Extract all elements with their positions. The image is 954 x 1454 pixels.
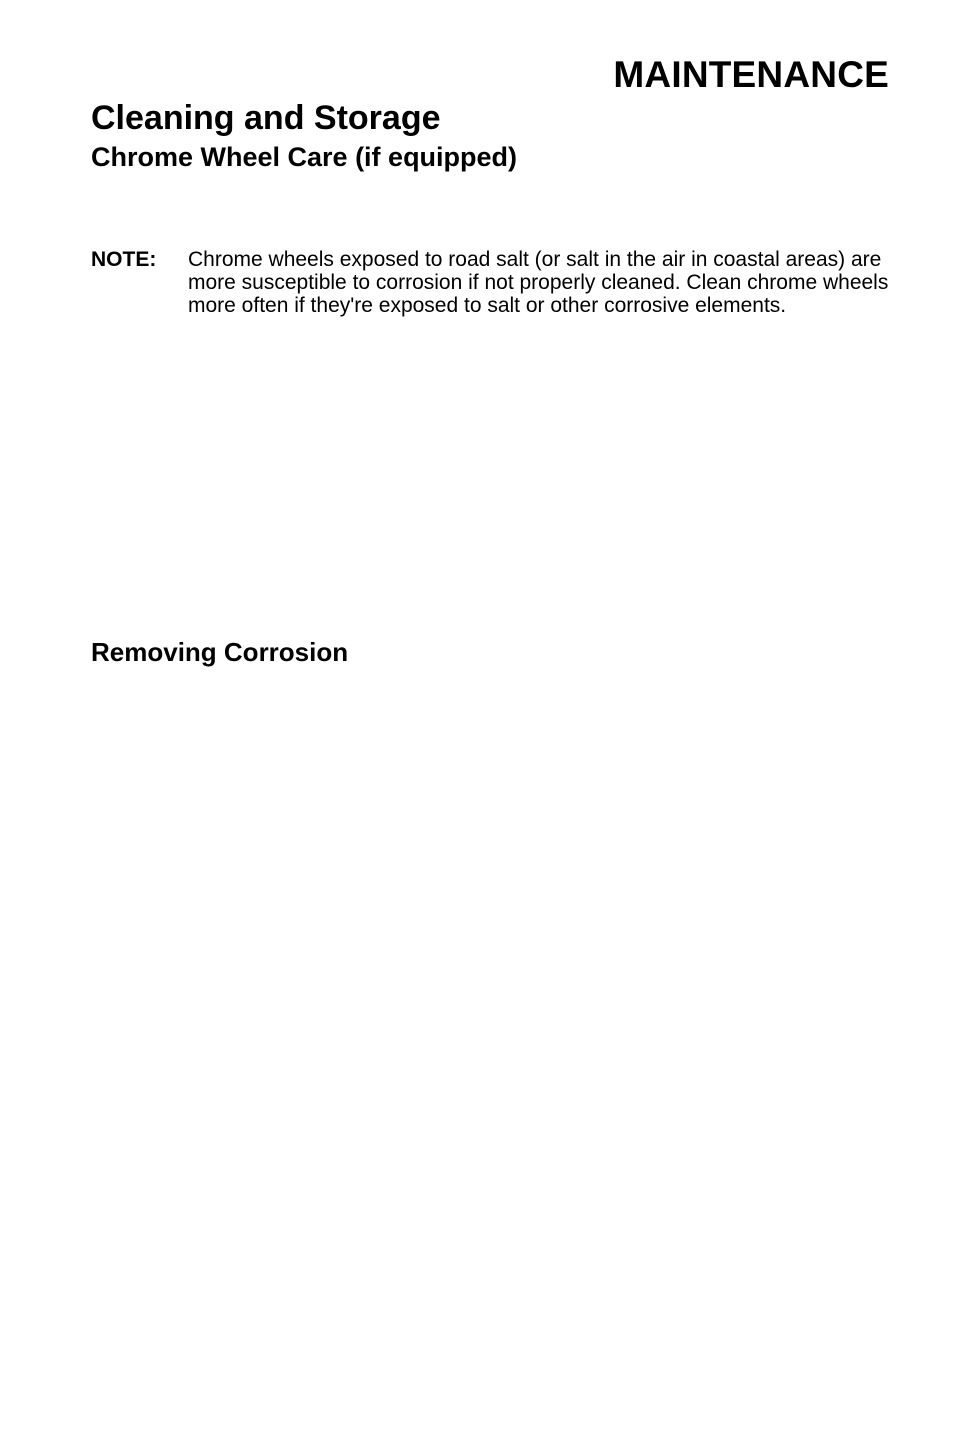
note-text: Chrome wheels exposed to road salt (or salt in the air in coastal areas) are more susceptible to corrosion if not properly cleaned. Clean chrome wheels more often if they're exposed to salt or other corrosive elements.: [188, 248, 889, 317]
heading-removing-corrosion: Removing Corrosion: [91, 637, 349, 667]
subsection-title: Chrome Wheel Care (if equipped): [91, 142, 518, 172]
note-label: NOTE:: [91, 248, 157, 271]
chapter-title: MAINTENANCE: [613, 54, 889, 95]
section-title: Cleaning and Storage: [91, 99, 441, 137]
